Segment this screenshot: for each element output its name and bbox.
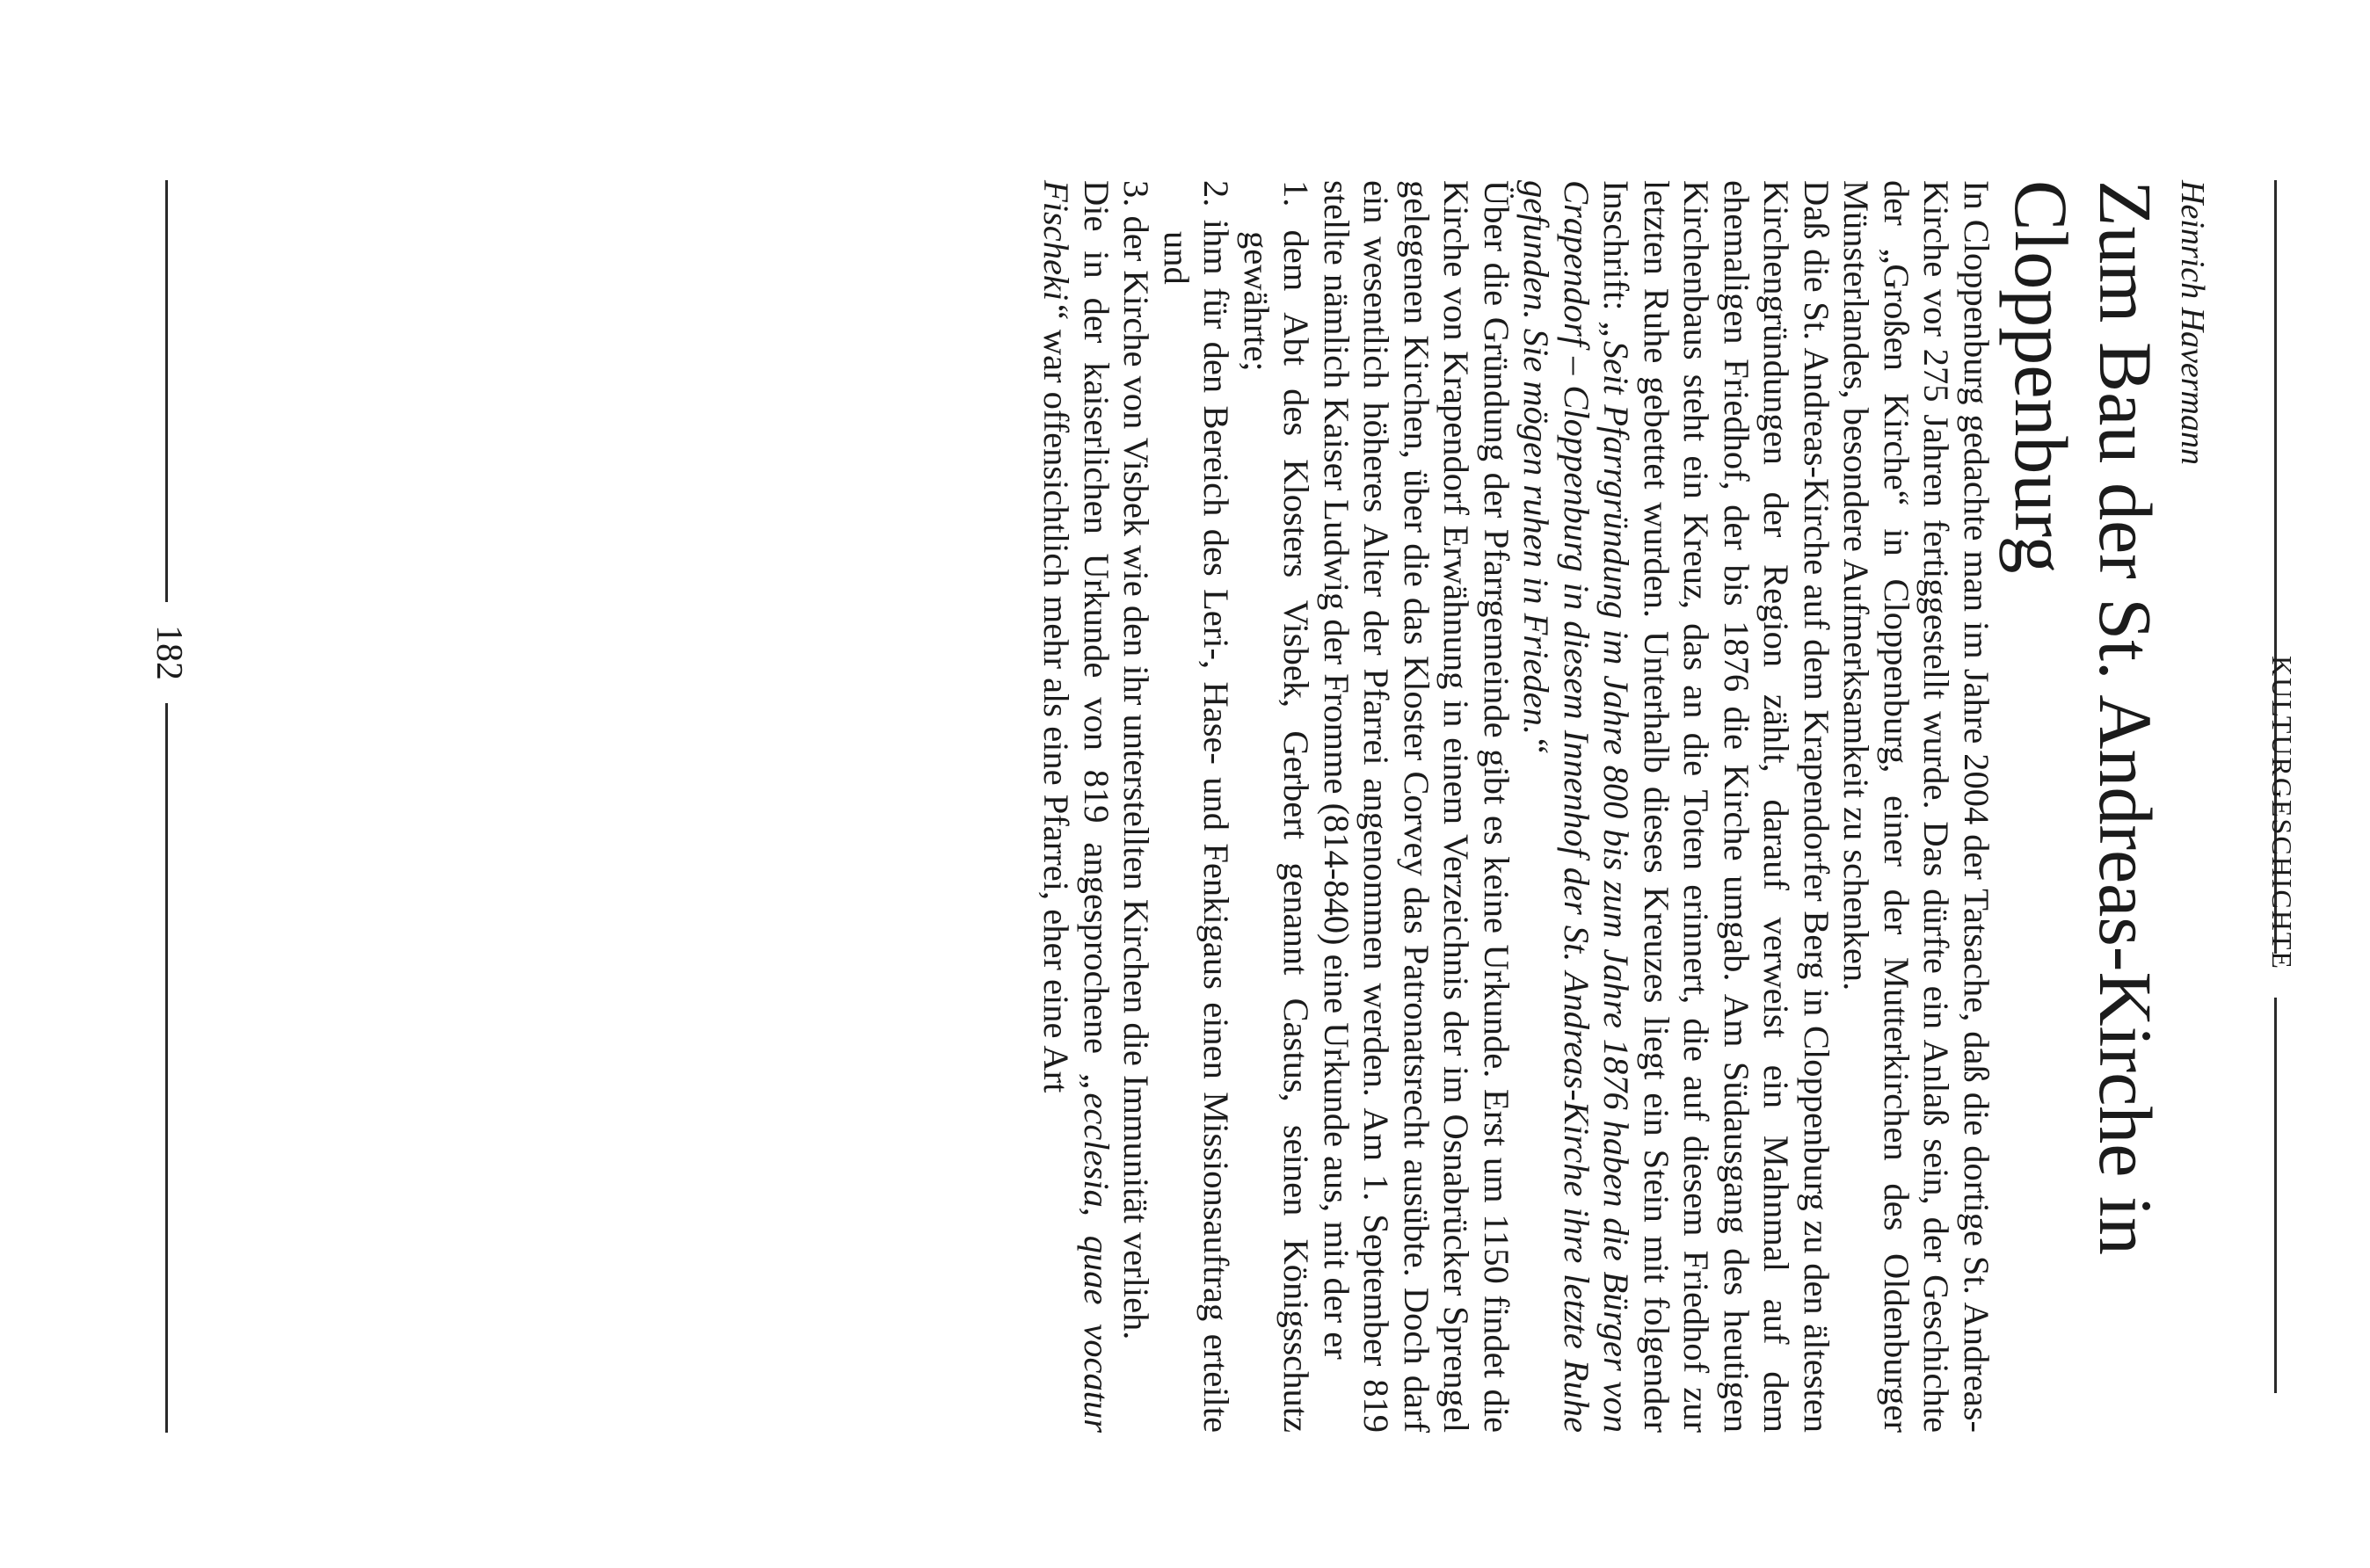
header-rule-right: [2274, 998, 2277, 1393]
latin-quote: „ecclesia, quae vocatur Fischeki“: [1036, 180, 1116, 1433]
list-item: 1. dem Abt des Klosters Visbek, Gerbert genannt Castus, seinen Königsschutz gewährte;: [1237, 180, 1317, 1433]
paragraph-1: In Cloppenburg gedachte man im Jahre 2004 der Tatsache, daß die dortige St. Andreas-Kirche vor 275 Jahren fertiggestellt wurde. Das dürfte ein Anlaß sein, der Geschichte der „Großen Kirche“ in Cloppenburg, einer der Mutterkirchen des Oldenburger Münsterlandes, besondere Aufmerksamkeit zu schenken.: [1836, 180, 1996, 1433]
section-label: KULTURGESCHICHTE: [2266, 656, 2298, 970]
list-item: 2. ihm für den Bereich des Leri-, Hase- und Fenkigaus einen Missionsauftrag erteilte und: [1157, 180, 1237, 1433]
article-body: [1036, 180, 1996, 1433]
paragraph-4: [1036, 180, 1116, 1433]
paragraph-2: [1516, 180, 1836, 1433]
paragraph-4-text: Die in der kaiserlichen Urkunde von 819 angesprochene: [1077, 180, 1116, 1073]
inscription-quote: „Seit Pfarrgründung im Jahre 800 bis zum Jahre 1876 haben die Bürger von Crapendorf – Cloppenburg in diesem Innenhof der St. Andreas-Kirche ihre letzte Ruhe gefunden. Sie mögen ruhen in Frieden.“: [1516, 180, 1637, 1433]
article-title: Zum Bau der St. Andreas-Kirche in Cloppenburg: [1999, 180, 2168, 1255]
author-name: Heinrich Havermann: [2174, 180, 2211, 465]
paragraph-4-end: war offensichtlich mehr als eine Pfarrei, eher eine Art: [1036, 320, 1077, 1093]
paragraph-2-text: Daß die St. Andreas-Kirche auf dem Krapendorfer Berg in Cloppenburg zu den ältesten Kirchengründungen der Region zählt, darauf verweist ein Mahnmal auf dem ehemaligen Friedhof, der bis 1876 die Kirche umgab. Am Südausgang des heutigen Kirchenbaus steht ein Kreuz, das an die Toten erinnert, die auf diesem Friedhof zur letzten Ruhe gebettet wurden. Unterhalb dieses Kreuzes liegt ein Stein mit folgender Inschrift:: [1596, 180, 1836, 1433]
page-number: 182: [149, 625, 189, 680]
footer-rule-right: [165, 703, 168, 1433]
list-item: 3. der Kirche von Visbek wie den ihr unterstellten Kirchen die Immunität verlieh.: [1116, 180, 1157, 1340]
footer-rule-left: [165, 180, 168, 602]
paragraph-3: Über die Gründung der Pfarrgemeinde gibt es keine Urkunde. Erst um 1150 findet die Kirche von Krapendorf Erwähnung in einem Verzeichnis der im Osnabrücker Sprengel gelegenen Kirchen, über die das Kloster Corvey das Patronatsrecht ausübte. Doch darf ein wesentlich höheres Alter der Pfarrei angenommen werden. Am 1. September 819 stellte nämlich Kaiser Ludwig der Fromme (814-840) eine Urkunde aus, mit der er: [1317, 180, 1516, 1433]
charter-list: [1116, 180, 1317, 1433]
